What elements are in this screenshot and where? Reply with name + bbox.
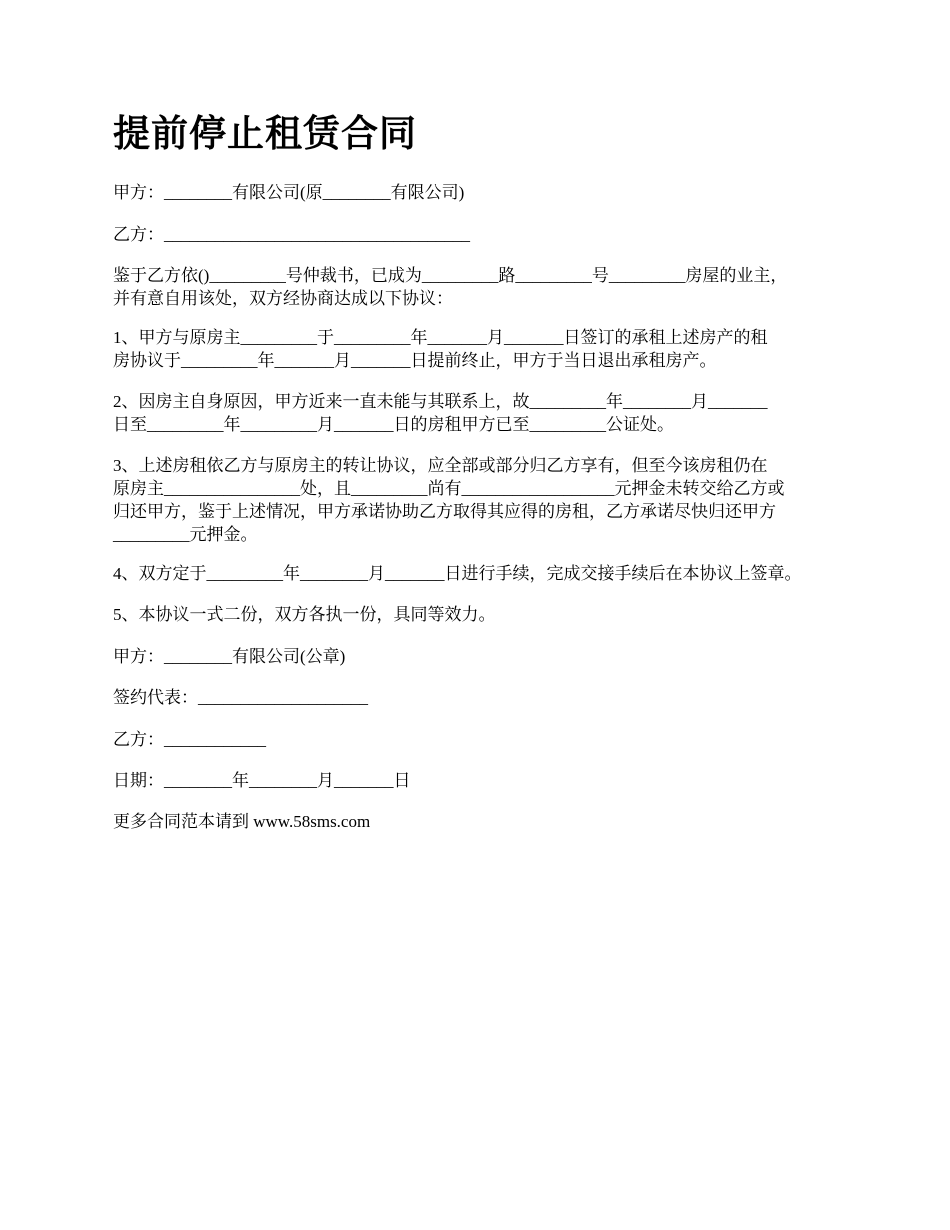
signature-party-b: 乙方：____________: [113, 730, 266, 749]
clause-1-line: 1、甲方与原房主_________于_________年_______月_______日签订的承租上述房产的租: [113, 328, 768, 347]
clause-4-paragraph: 4、双方定于_________年________月_______日进行手续，完成交接手续后在本协议上签章。: [113, 564, 802, 583]
preamble-paragraph: [113, 264, 787, 310]
clause-1-paragraph: [113, 326, 768, 372]
clause-1-line: 房协议于_________年_______月_______日提前终止，甲方于当日退出承租房产。: [113, 351, 717, 370]
document-title: 提前停止租赁合同: [113, 114, 417, 155]
party-a-line: 甲方：________有限公司(原________有限公司): [113, 183, 465, 202]
clause-3-line: _________元押金。: [113, 525, 258, 544]
footer-link: 更多合同范本请到 www.58sms.com: [113, 812, 371, 831]
signature-party-a: 甲方：________有限公司(公章): [113, 647, 346, 666]
clause-3-paragraph: [113, 454, 785, 546]
signature-date: 日期：________年________月_______日: [113, 771, 411, 790]
clause-3-line: 3、上述房租依乙方与原房主的转让协议，应全部或部分归乙方享有，但至今该房租仍在: [113, 456, 768, 475]
clause-3-line: 原房主________________处，且_________尚有__________________元押金未转交给乙方或: [113, 479, 785, 498]
party-b-line: 乙方：____________________________________: [113, 225, 470, 244]
clause-2-line: 2、因房主自身原因，甲方近来一直未能与其联系上，故_________年________月_______: [113, 392, 768, 411]
clause-2-line: 日至_________年_________月_______日的房租甲方已至_________公证处。: [113, 415, 674, 434]
clause-2-paragraph: [113, 390, 768, 436]
signature-representative: 签约代表：____________________: [113, 688, 368, 707]
preamble-line: 鉴于乙方依()_________号仲裁书，已成为_________路_________号_________房屋的业主，: [113, 266, 788, 285]
clause-5-paragraph: 5、本协议一式二份，双方各执一份，具同等效力。: [113, 605, 496, 624]
preamble-line: 并有意自用该处，双方经协商达成以下协议：: [113, 289, 453, 308]
clause-3-line: 归还甲方，鉴于上述情况，甲方承诺协助乙方取得其应得的房租，乙方承诺尽快归还甲方: [113, 502, 776, 521]
